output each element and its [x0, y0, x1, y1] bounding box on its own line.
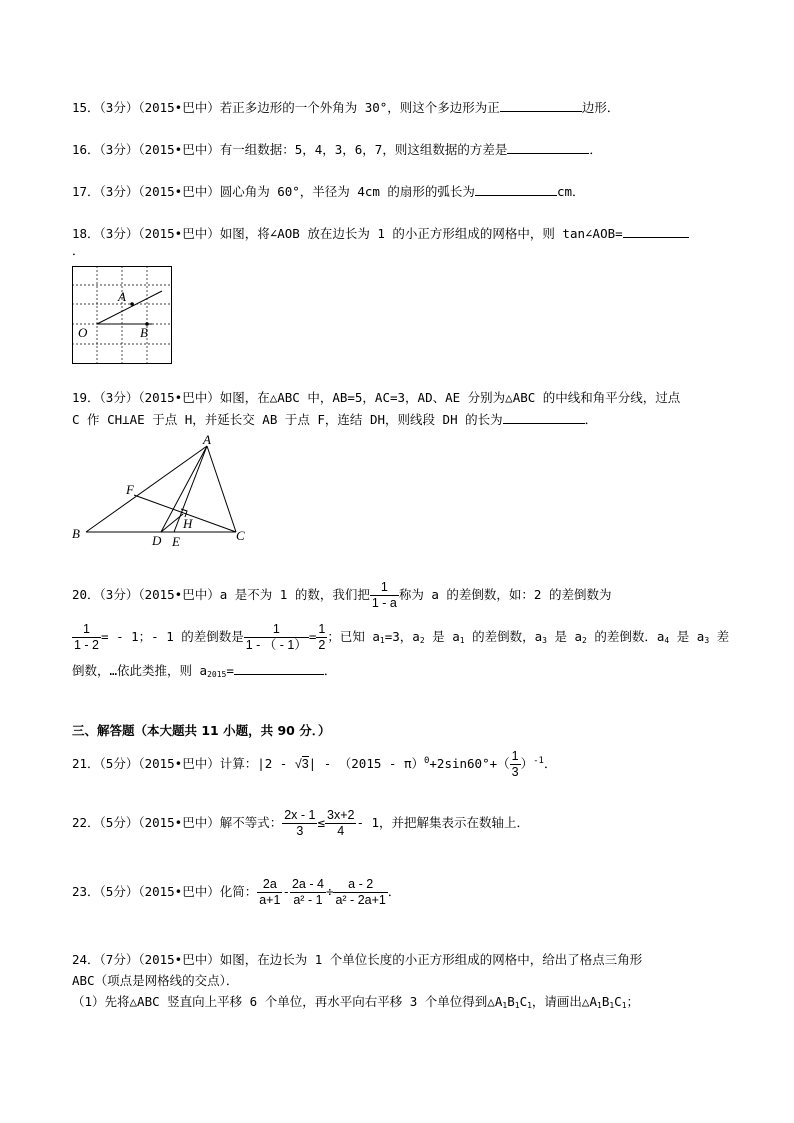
- label-b: B: [72, 526, 80, 541]
- question-17: [72, 183, 585, 200]
- frac-1-over-2: $\frac{1}{2}$: [318, 622, 326, 652]
- label-f: F: [126, 482, 134, 497]
- q16-suffix: ．: [589, 142, 602, 157]
- q16-answer-blank[interactable]: [507, 141, 589, 154]
- frac-1-over-1-minus-neg1: $\frac{1}{1 - ( - 1)}$: [245, 622, 307, 652]
- question-20-line3: 倒数，…依此类推，则 $a_{2015}=$ ．: [72, 663, 337, 679]
- question-24-line3: （1）先将△ABC 竖直向上平移 6 个单位，再水平向右平移 3 个单位得到$\triangle A_1B_1C_1$，请画出$\triangle A_1B_1C_1$；: [72, 994, 640, 1010]
- question-19-line1: 19．（3分）（2015•巴中）如图，在△ABC 中，AB=5，AC=3，AD、AE 分别为△ABC 的中线和角平分线，过点: [72, 390, 681, 405]
- q15-answer-blank[interactable]: [500, 99, 582, 112]
- question-24-line1: 24．（7分）（2015•巴中）如图，在边长为 1 个单位长度的小正方形组成的网格中，给出了格点三角形: [72, 952, 643, 967]
- label-a: A: [118, 289, 126, 304]
- q19-answer-blank[interactable]: [503, 411, 585, 424]
- label-a: A: [203, 432, 211, 447]
- label-h: H: [183, 516, 193, 531]
- question-24-line2: ABC（项点是网格线的交点）．: [72, 973, 239, 988]
- question-19-line2: [72, 411, 597, 428]
- question-22: 22．（5分）（2015•巴中）解不等式： $\frac{2x - 1}{3}$ ≤ $\frac{3x+2}{4}$ - 1，并把解集表示在数轴上．: [72, 808, 530, 838]
- q17-suffix: cm．: [556, 184, 585, 199]
- frac-a-minus-2-over-poly: $\frac{a - 2}{\text{a² - 2a+1}}$: [335, 877, 386, 907]
- question-20-line1: 20．（3分）（2015•巴中）a 是不为 1 的数，我们把 $\frac{1}{1 - a}$ 称为 a 的差倒数，如：2 的差倒数为: [72, 580, 612, 610]
- label-d: D: [152, 533, 162, 547]
- q16-text: 16．（3分）（2015•巴中）有一组数据：5，4，3，6，7，则这组数据的方差是: [72, 142, 508, 157]
- label-e: E: [172, 534, 180, 547]
- q19-suffix: ．: [584, 412, 598, 427]
- frac-2a-over-a-plus-1: $\frac{2a}{a+1}$: [259, 877, 281, 907]
- label-o: O: [78, 325, 88, 340]
- question-16: [72, 141, 602, 158]
- q18-answer-blank[interactable]: [623, 225, 689, 238]
- question-20-line2: $\frac{1}{1 - 2}$ = - 1；- 1 的差倒数是 $\frac{1}{1 - ( - 1)}$ = $\frac{1}{2}$ ；已知 $a_1=3$，$a_2$ 是 $a_1$ 的差倒数，$a_3$ 是 $a_2$ 的差倒数．$a_4$ 是 $a_3$ 差: [74, 622, 730, 652]
- q18-suffix: ．: [72, 243, 85, 258]
- sqrt-sign: √: [294, 757, 302, 771]
- frac-3x-plus-2-over-4: $\frac{3x+2}{4}$: [327, 808, 355, 838]
- q17-text: 17．（3分）（2015•巴中）圆心角为 60°，半径为 4cm 的扇形的弧长为: [72, 184, 475, 199]
- q19-triangle-figure: [70, 432, 250, 547]
- question-15: [72, 99, 619, 116]
- q18-text: 18．（3分）（2015•巴中）如图，将∠AOB 放在边长为 1 的小正方形组成的网格中，则 tan∠AOB=: [72, 226, 623, 241]
- ray-oa: [97, 291, 162, 324]
- q18-grid-figure: [72, 266, 172, 364]
- q15-suffix: 边形．: [581, 100, 620, 115]
- question-23: 23．（5分）（2015•巴中）化简： $\frac{2a}{a+1}$ - $\frac{2a - 4}{\text{a² - 1}}$ ÷ $\frac{a - 2}{\text{a² - 2a+1}}$ ．: [72, 877, 401, 907]
- frac-1-over-1-minus-a: $\frac{1}{1 - a}$: [371, 580, 397, 610]
- q19-text: C 作 CH⊥AE 于点 H，并延长交 AB 于点 F，连结 DH，则线段 DH 的长为: [72, 412, 503, 427]
- label-c: C: [236, 528, 245, 543]
- label-b: B: [140, 325, 148, 340]
- section-3-heading: 三、解答题（本大题共 11 小题，共 90 分．）: [72, 723, 331, 738]
- question-21: 21．（5分）（2015•巴中）计算：|2 - √3| - （2015 - π）$^0$+2sin60°+（ $\frac{1}{3}$ ）$^{-1}$．: [72, 749, 557, 779]
- q20-answer-blank[interactable]: [234, 662, 324, 675]
- frac-2a-minus-4-over-a2-minus-1: $\frac{2a - 4}{\text{a² - 1}}$: [291, 877, 324, 907]
- frac-1-over-1-minus-2: $\frac{1}{1 - 2}$: [74, 622, 100, 652]
- question-18: [72, 225, 689, 242]
- q15-text: 15．（3分）（2015•巴中）若正多边形的一个外角为 30°，则这个多边形为正: [72, 100, 500, 115]
- frac-1-over-3: $\frac{1}{3}$: [511, 749, 519, 779]
- frac-2x-minus-1-over-3: $\frac{2x - 1}{3}$: [284, 808, 316, 838]
- q17-answer-blank[interactable]: [475, 183, 557, 196]
